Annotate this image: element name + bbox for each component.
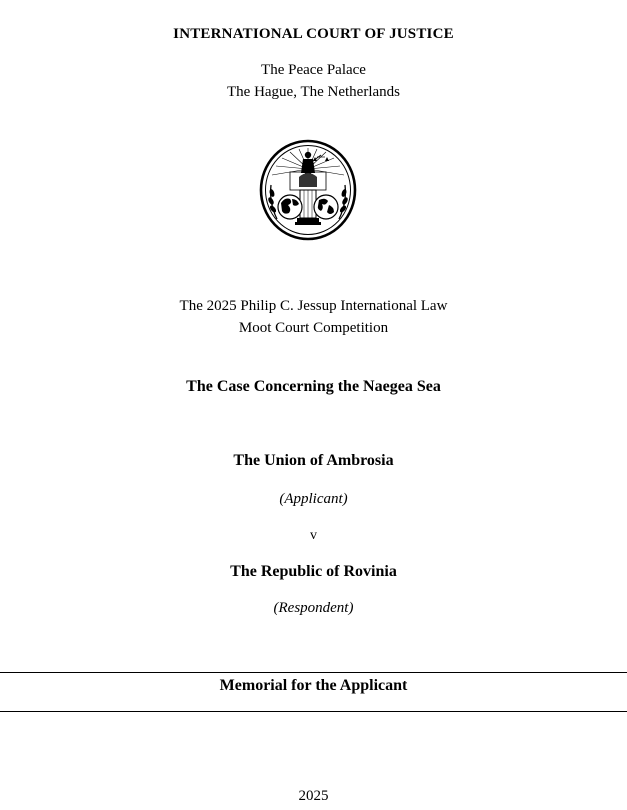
applicant-role: (Applicant) — [279, 491, 348, 507]
top-divider — [0, 672, 627, 673]
competition-line-1: The 2025 Philip C. Jessup International Law — [179, 298, 448, 314]
competition-line-2: Moot Court Competition — [238, 320, 389, 336]
address-line-2: The Hague, The Netherlands — [227, 84, 400, 100]
court-name: INTERNATIONAL COURT OF JUSTICE — [173, 26, 454, 42]
year-label: 2025 — [298, 788, 329, 804]
respondent-role: (Respondent) — [273, 600, 354, 616]
address-line-1: The Peace Palace — [261, 62, 366, 78]
applicant-name: The Union of Ambrosia — [233, 452, 394, 469]
case-title: The Case Concerning the Naegea Sea — [186, 378, 441, 395]
respondent-name: The Republic of Rovinia — [230, 563, 397, 580]
bottom-divider — [0, 711, 627, 712]
document-title: Memorial for the Applicant — [219, 677, 408, 694]
versus-label: v — [310, 528, 317, 543]
icj-seal-icon — [259, 139, 357, 241]
